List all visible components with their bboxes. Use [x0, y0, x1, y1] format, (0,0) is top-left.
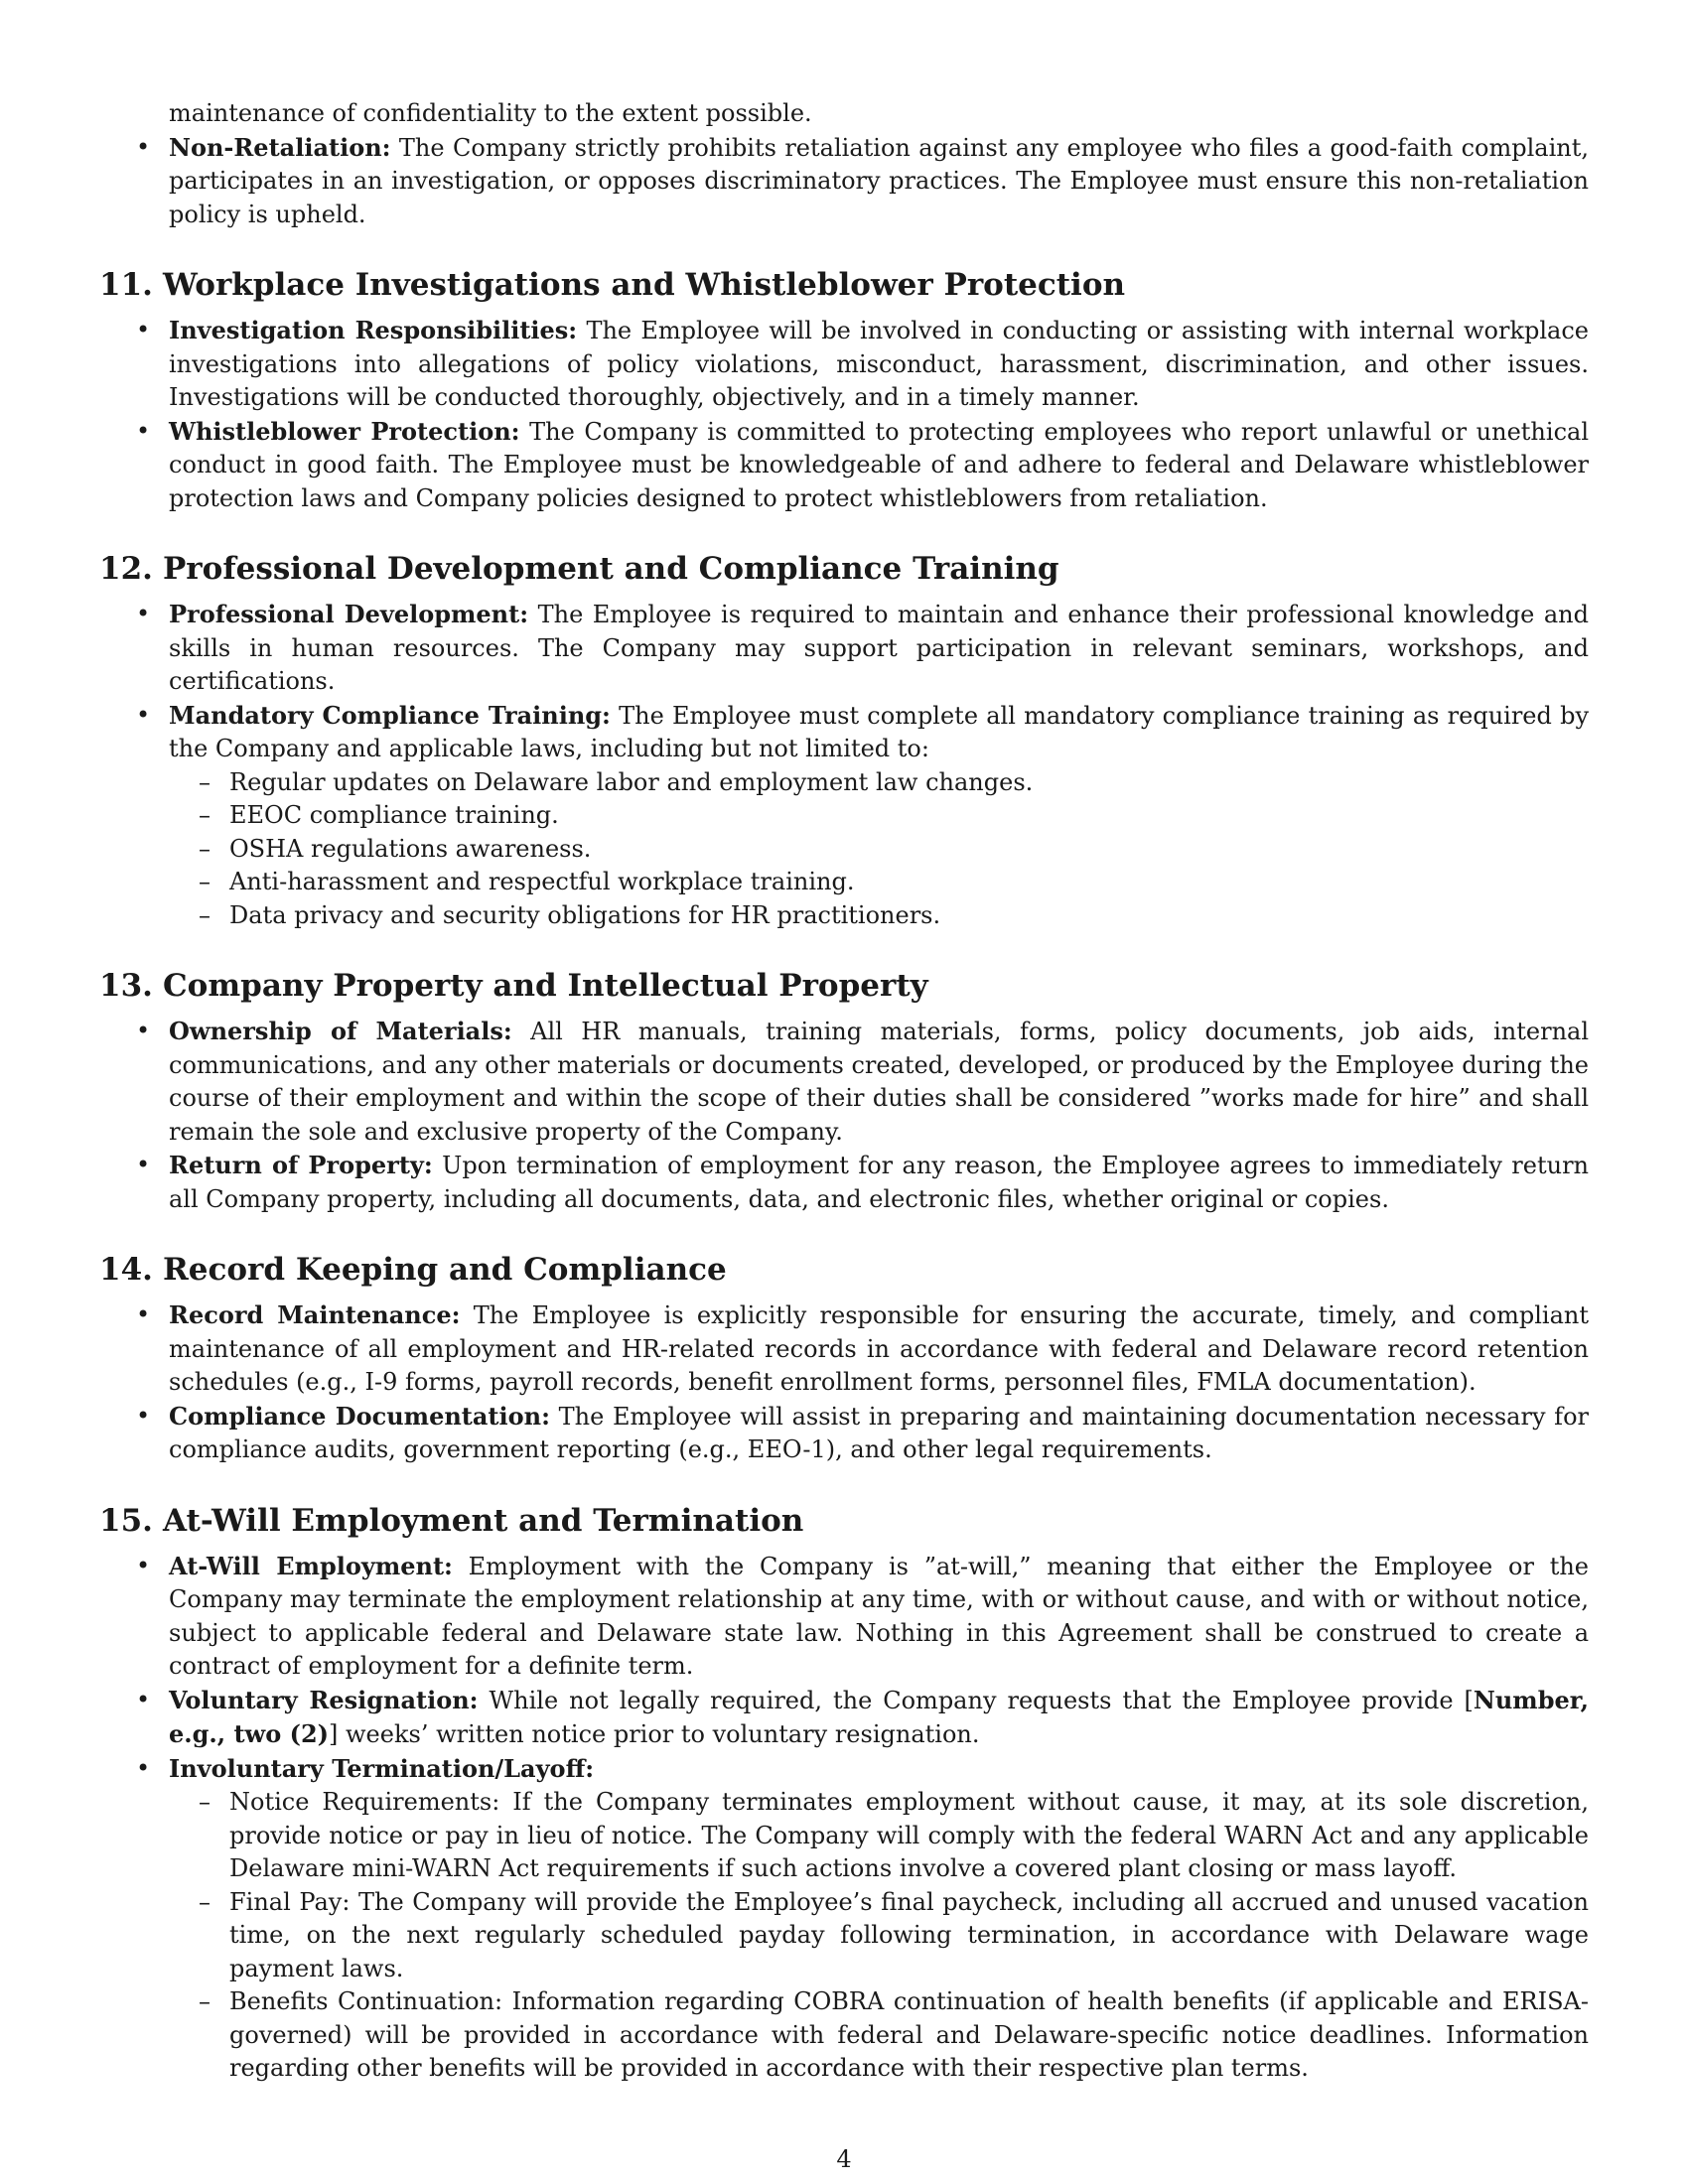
item-text-after: weeks’ written notice prior to voluntary resignation.: [338, 1720, 980, 1748]
item-text: Employment with the Company is ”at-will,” meaning that either the Employee or the Company may terminate the employment relationship at any time, with or without cause, and with or without notice, subject to applicable federal and Delaware state law. Nothing in this Agreement shall be construed to create a contract of employment for a definite term.: [169, 1552, 1589, 1680]
sub-list: [169, 1786, 1589, 2086]
section-title: At-Will Employment and Termination: [163, 1502, 804, 1539]
sub-list-item: – Benefits Continuation: Information regarding COBRA continuation of health benefits (if applicable and ERISA-governed) will be provided in accordance with federal and Delaware-specific notice deadlines. Information regarding other benefits will be provided in accordance with their respective plan terms.: [169, 1985, 1589, 2086]
list-item: [99, 1298, 1589, 1400]
placeholder-bold: Number, e.g., two (2): [169, 1685, 1590, 1748]
sub-list-item: – Notice Requirements: If the Company terminates employment without cause, it may, at its sole discretion, provide notice or pay in lieu of notice. The Company will comply with the federal WARN Act and any applicable Delaware mini-WARN Act requirements if such actions involve a covered plant closing or mass layoff.: [169, 1786, 1589, 1886]
item-text: The Employee will assist in preparing and maintaining documentation necessary for compliance audits, government reporting (e.g., EEO-1), and other legal requirements.: [169, 1402, 1589, 1463]
item-label: Professional Development:: [169, 600, 529, 628]
list-item: • Voluntary Resignation: While not legally required, the Company requests that the Employee provide [Number, e.g., two (2)] weeks’ written notice prior to voluntary resignation.: [99, 1684, 1589, 1752]
list-item: [99, 314, 1589, 415]
sub-list-item: – Anti-harassment and respectful workplace training.: [169, 866, 1589, 899]
item-text: The Employee is required to maintain and enhance their professional knowledge and skills in human resources. The Company may support participation in relevant seminars, workshops, and certifications.: [169, 601, 1589, 695]
list-item: [99, 1752, 1589, 2086]
section-title: Company Property and Intellectual Property: [163, 968, 928, 1004]
section-heading-12: [99, 549, 1589, 589]
item-label: Voluntary Resignation:: [169, 1685, 479, 1714]
item-label: Record Maintenance:: [169, 1300, 461, 1329]
item-label: Compliance Documentation:: [169, 1401, 550, 1431]
item-text: While not legally required, the Company requests that the Employee provide: [478, 1686, 1465, 1714]
list-item: [99, 598, 1589, 699]
item-text: The Employee must complete all mandatory compliance training as required by the Company and applicable laws, including but not limited to:: [169, 701, 1589, 762]
item-text: The Employee will be involved in conducting or assisting with internal workplace investigations into allegations of policy violations, misconduct, harassment, discrimination, and other issues. Investigations will be conducted thoroughly, objectively, and in a timely manner.: [169, 317, 1589, 411]
sub-list-item: – Data privacy and security obligations for HR practitioners.: [169, 899, 1589, 933]
item-label: At-Will Employment:: [169, 1551, 453, 1580]
section-title: Professional Development and Compliance Training: [163, 551, 1059, 587]
list-item: [99, 1015, 1589, 1149]
section-heading-15: [99, 1501, 1589, 1541]
section-12-list: [99, 598, 1589, 932]
list-item: [99, 1400, 1589, 1467]
item-label: Ownership of Materials:: [169, 1017, 512, 1045]
continued-paragraph: maintenance of confidentiality to the extent possible.: [169, 99, 812, 127]
sub-list: [169, 766, 1589, 933]
item-text: The Employee is explicitly responsible for ensuring the accurate, timely, and compliant maintenance of all employment and HR-related records in accordance with federal and Delaware record retention schedules (e.g., I-9 forms, payroll records, benefit enrollment forms, personnel files, FMLA documentation).: [169, 1301, 1589, 1396]
list-item: [99, 1149, 1589, 1216]
item-label: Non-Retaliation:: [169, 132, 391, 162]
section-number: 13.: [99, 968, 153, 1004]
section-13-list: [99, 1015, 1589, 1216]
section-14-list: [99, 1298, 1589, 1467]
section-15-list: [99, 1550, 1589, 2086]
item-label: Whistleblower Protection:: [169, 416, 520, 446]
section-title: Record Keeping and Compliance: [163, 1252, 727, 1288]
section-number: 15.: [99, 1502, 153, 1539]
section-heading-14: [99, 1250, 1589, 1290]
intro-list: [99, 131, 1589, 232]
section-number: 12.: [99, 551, 153, 587]
section-heading-11: [99, 265, 1589, 305]
sub-list-item: – EEOC compliance training.: [169, 799, 1589, 833]
list-item-non-retaliation: [99, 131, 1589, 232]
section-title: Workplace Investigations and Whistleblower Protection: [163, 267, 1126, 303]
item-label: Involuntary Termination/Layoff:: [169, 1753, 595, 1783]
item-text: All HR manuals, training materials, forms, policy documents, job aids, internal communications, and any other materials or documents created, developed, or produced by the Employee during the course of their employment and within the scope of their duties shall be considered ”works made for hire” and shall remain the sole and exclusive property of the Company.: [169, 1018, 1590, 1146]
section-number: 14.: [99, 1252, 153, 1288]
list-item: [99, 415, 1589, 516]
item-label: Return of Property:: [169, 1151, 433, 1179]
item-label: Mandatory Compliance Training:: [169, 700, 611, 730]
list-item: [99, 699, 1589, 933]
section-number: 11.: [99, 267, 153, 303]
document-page: [99, 97, 1589, 2086]
list-item: [99, 1550, 1589, 1684]
page-number: 4: [836, 2145, 852, 2173]
section-11-list: [99, 314, 1589, 515]
item-text: The Company strictly prohibits retaliation against any employee who files a good-faith complaint, participates in an investigation, or opposes discriminatory practices. The Employee must ensure this non-retaliation policy is upheld.: [169, 133, 1589, 228]
sub-list-item: – Regular updates on Delaware labor and employment law changes.: [169, 766, 1589, 800]
sub-list-item: – Final Pay: The Company will provide the Employee’s final paycheck, including all accrued and unused vacation time, on the next regularly scheduled payday following termination, in accordance with Delaware wage payment laws.: [169, 1886, 1589, 1986]
sub-list-item: – OSHA regulations awareness.: [169, 833, 1589, 867]
item-text: The Company is committed to protecting employees who report unlawful or unethical conduct in good faith. The Employee must be knowledgeable of and adhere to federal and Delaware whistleblower protection laws and Company policies designed to protect whistleblowers from retaliation.: [169, 417, 1589, 512]
item-text: Upon termination of employment for any reason, the Employee agrees to immediately return all Company property, including all documents, data, and electronic files, whether original or copies.: [169, 1152, 1590, 1213]
section-heading-13: [99, 966, 1589, 1006]
item-label: Investigation Responsibilities:: [169, 316, 578, 344]
